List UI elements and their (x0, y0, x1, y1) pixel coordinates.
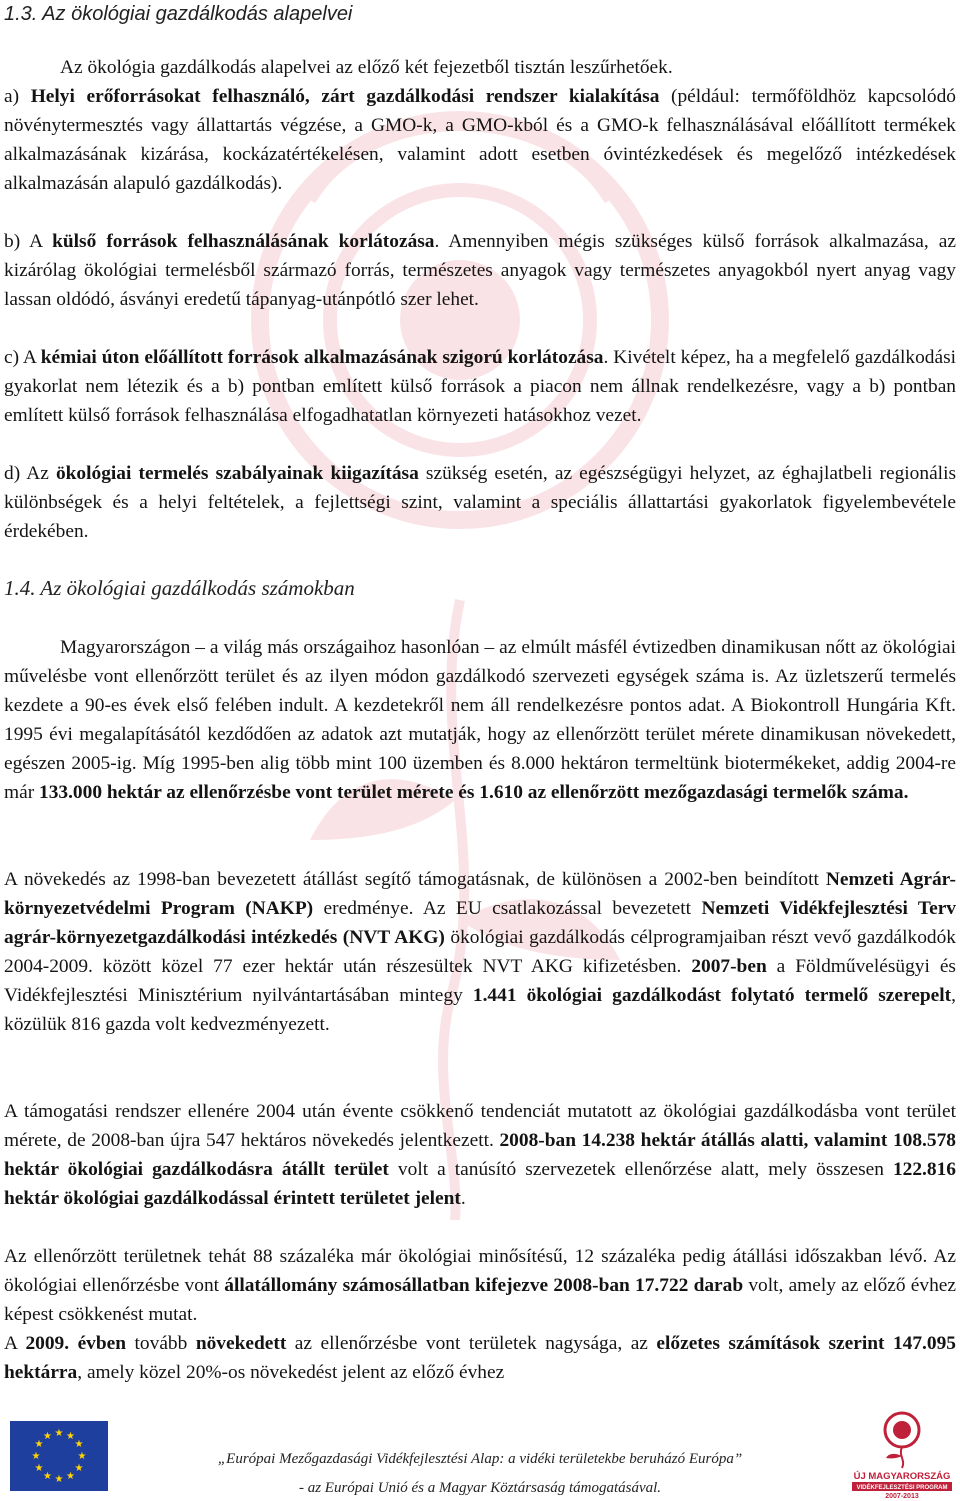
text-run: ökológiai gazdálkodás célprogramjaiban részt vevő gazdálkodók 2004-2009. között közel 77 ezer hektár után részesültek NVT AKG kifizetésben. (4, 927, 956, 977)
bold-phrase: Nemzeti Agrár-környezetvédelmi Program (NAKP) (4, 869, 956, 919)
text-run: . Kivételt képez, ha a megfelelő gazdálkodási gyakorlat nem létezik és a b) pontban említett külső források a piacon nem állnak rendelkezésre, vagy a b) pontban említett külső források felhasználása elfogadhatatlan környezeti hatásokhoz vezet. (4, 347, 957, 426)
text-run: , amely közel 20%-os növekedést jelent az előző évhez (77, 1362, 505, 1383)
footer-motto: „Európai Mezőgazdasági Vidékfejlesztési Alap: a vidéki területekbe beruházó Európa” (217, 1451, 743, 1467)
bold-phrase: Helyi erőforrásokat felhasználó, zárt gazdálkodási rendszer kialakítása (30, 86, 660, 107)
paragraph-statistics-5 (4, 1329, 956, 1387)
paragraph-statistics-3 (4, 1097, 956, 1213)
bold-phrase: külső források felhasználásának korlátozása (52, 231, 435, 252)
svg-text:★: ★ (43, 1471, 52, 1482)
section-heading-1-3: 1.3. Az ökológiai gazdálkodás alapelvei (4, 3, 353, 25)
logo-subtitle: VIDÉKFEJLESZTÉSI PROGRAM (856, 1485, 948, 1491)
text-run: . Amennyiben mégis szükséges külső források alkalmazása, az kizárólag ökológiai termelésből származó forrás, természetes anyagok vagy természetes anyagokból nyert anyag vagy lassan oldódó, ásványi eredetű tápanyag-utánpótló szer lehet. (4, 231, 957, 310)
bold-phrase: 133.000 hektár az ellenőrzésbe vont terület mérete és 1.610 az ellenőrzött mezőgazdasági termelők száma. (39, 782, 909, 803)
text-run: eredménye. Az EU csatlakozással bevezetett (313, 898, 702, 919)
paragraph-principle-b (4, 227, 956, 314)
text-run: Az ellenőrzött területnek tehát 88 százaléka már ökológiai minősítésű, 12 százaléka pedig átállási időszakban lévő. Az ökológiai ellenőrzésbe vont (4, 1246, 956, 1296)
text-run: . (460, 1188, 466, 1209)
bold-phrase: 2007-ben (691, 956, 767, 977)
text-run: a Földművelésügyi és Vidékfejlesztési Minisztérium nyilvántartásában mintegy (4, 956, 956, 1006)
item-label: a) (4, 86, 31, 107)
bold-phrase: előzetes számítások szerint 147.095 hektárra (4, 1333, 956, 1383)
paragraph-principle-d (4, 459, 956, 546)
text-run: szükség esetén, az egészségügyi helyzet, az éghajlatbeli regionális különbségek és a helyi feltételek, a fejlettségi szint, valamint a speciális állattartási gyakorlatok figyelembevétele érdekében. (4, 463, 957, 542)
svg-text:★: ★ (66, 1471, 75, 1482)
text-run: az ellenőrzésbe vont területek nagysága, az (286, 1333, 657, 1354)
bold-phrase: Nemzeti Vidékfejlesztési Terv agrár-környezetgazdálkodási intézkedés (NVT AKG) (4, 898, 956, 948)
bold-phrase: 2009. évben (25, 1333, 127, 1354)
text-run: volt a tanúsító szervezetek ellenőrzése alatt, mely összesen (388, 1159, 893, 1180)
svg-text:★: ★ (54, 1428, 64, 1439)
new-hungary-rose-logo-icon (848, 1408, 956, 1498)
svg-text:★: ★ (43, 1431, 52, 1442)
text-run: volt, amely az előző évhez képest csökkenést mutat. (4, 1275, 956, 1325)
svg-text:★: ★ (74, 1463, 84, 1474)
text-run: , közülük 816 gazda volt kedvezményezett. (4, 985, 956, 1035)
paragraph-statistics-2 (4, 865, 956, 1039)
text-run: A (4, 1333, 26, 1354)
logo-title: ÚJ MAGYARORSZÁG (853, 1471, 951, 1482)
svg-text:★: ★ (31, 1451, 41, 1462)
text-run: Magyarországon – a világ más országaihoz hasonlóan – az elmúlt másfél évtizedben dinamikusan nőtt az ökológiai művelésbe vont ellenőrzött terület és az ilyen módon gazdálkodó szervezeti egységek száma is. Az üzletszerű termelés kezdete a 90-es évek első felében indult. A kezdetekről nem áll rendelkezésre pontos adat. A Biokontroll Hungária Kft. 1995 évi megalapításától kezdődően az adatok azt mutatják, hogy az ellenőrzött terület mérete dinamikusan növekedett, egészen 2005-ig. Míg 1995-ben alig több mint 100 üzemben és 8.000 hektáron termeltünk biotermékeket, addig 2004-re már (4, 637, 956, 803)
bold-phrase: kémiai úton előállított források alkalmazásának szigorú korlátozása (40, 347, 604, 368)
section-heading-1-4: 1.4. Az ökológiai gazdálkodás számokban (4, 576, 355, 600)
svg-text:★: ★ (54, 1474, 64, 1485)
logo-years: 2007-2013 (885, 1493, 919, 1498)
rose-watermark-icon (250, 40, 670, 1220)
bold-phrase: állatállomány számosállatban kifejezve 2008-ban 17.722 darab (224, 1275, 744, 1296)
item-label: c) A (4, 347, 41, 368)
item-label: b) A (4, 231, 53, 252)
svg-text:★: ★ (34, 1463, 44, 1474)
paragraph-principle-c (4, 343, 956, 430)
bold-phrase: 2008-ban 14.238 hektár átállás alatti, valamint 108.578 hektár ökológiai gazdálkodásra átállt terület (4, 1130, 956, 1180)
item-label: d) Az (4, 463, 56, 484)
text-run: A növekedés az 1998-ban bevezetett átállást segítő támogatásnak, de különösen a 2002-ben beindított (4, 869, 826, 890)
paragraph-statistics-4 (4, 1242, 956, 1329)
bold-phrase: 1.441 ökológiai gazdálkodást folytató termelő szerepelt (472, 985, 952, 1006)
svg-text:★: ★ (77, 1451, 87, 1462)
text-run: tovább (126, 1333, 196, 1354)
eu-flag-icon (10, 1421, 108, 1491)
bold-phrase: ökológiai termelés szabályainak kiigazítása (55, 463, 419, 484)
bold-phrase: 122.816 hektár ökológiai gazdálkodással érintett területet jelent (4, 1159, 956, 1209)
footer-support-note: - az Európai Unió és a Magyar Köztársaság támogatásával. (298, 1480, 662, 1496)
paragraph-principle-a (4, 82, 956, 198)
text-run: (például: termőföldhöz kapcsolódó növénytermesztés vagy állattartás végzése, a GMO-k, a GMO-kból és a GMO-k felhasználásával előállított termékek alkalmazásának kizárása, kockázatértékelésen, valamint adott esetben óvintézkedések és megelőző intézkedések alkalmazásán alapuló gazdálkodás). (4, 86, 956, 194)
text-run: A támogatási rendszer ellenére 2004 után évente csökkenő tendenciát mutatott az ökológiai gazdálkodásba vont terület mérete, de 2008-ban újra 547 hektáros növekedés jelentkezett. (4, 1101, 956, 1151)
svg-text:★: ★ (74, 1439, 84, 1450)
paragraph-intro: Az ökológia gazdálkodás alapelvei az előző két fejezetből tisztán leszűrhetőek. (60, 57, 673, 78)
paragraph-statistics-1 (4, 633, 956, 807)
svg-text:★: ★ (34, 1439, 44, 1450)
svg-text:★: ★ (66, 1431, 75, 1442)
bold-phrase: növekedett (195, 1333, 287, 1354)
